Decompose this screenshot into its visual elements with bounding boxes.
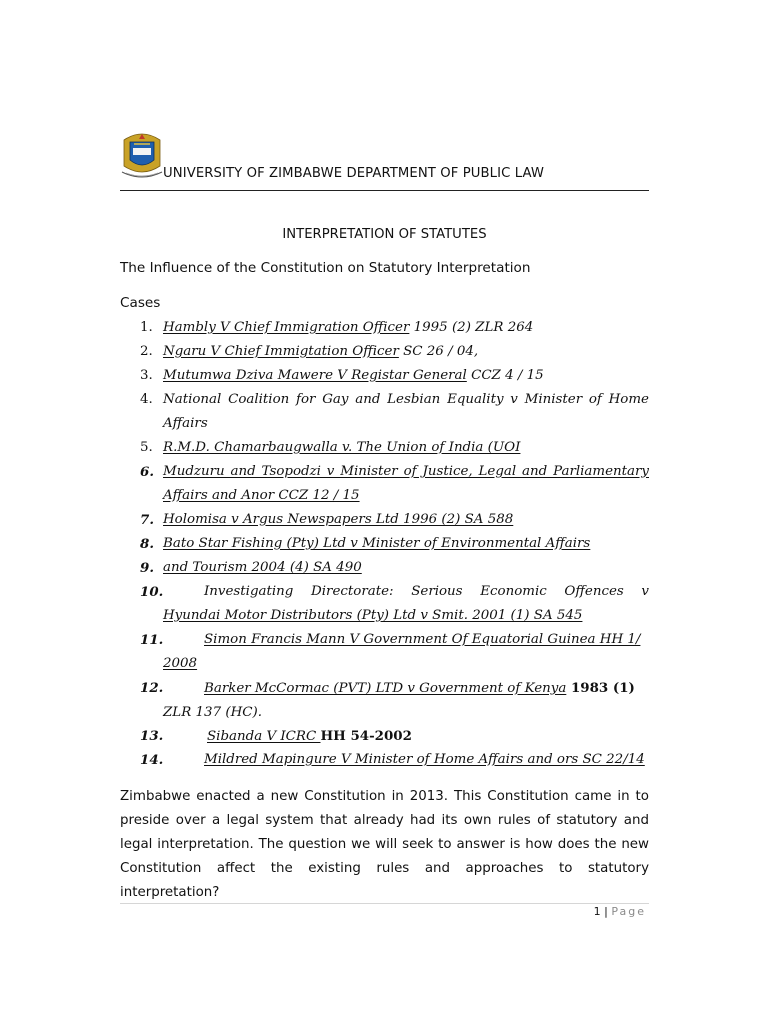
case-name: Mutumwa Dziva Mawere V Registar General bbox=[163, 368, 467, 383]
case-number: 4. bbox=[140, 392, 153, 407]
case-citation: 1983 (1) bbox=[566, 680, 635, 696]
case-name: Hambly V Chief Immigration Officer bbox=[163, 320, 410, 335]
document-title: INTERPRETATION OF STATUTES bbox=[282, 227, 487, 242]
page-footer bbox=[560, 905, 646, 918]
page-number: 1 bbox=[593, 905, 601, 918]
case-name-continued: 2008 bbox=[163, 656, 198, 671]
footer-divider bbox=[120, 903, 649, 904]
page-label: Page bbox=[611, 905, 646, 918]
case-name: Sibanda V ICRC bbox=[207, 729, 321, 744]
case-item bbox=[120, 628, 649, 676]
page-separator: | bbox=[604, 905, 608, 918]
case-item bbox=[120, 388, 649, 436]
case-name: Holomisa v Argus Newspapers Ltd 1996 (2) SA 588 bbox=[163, 512, 514, 527]
case-item bbox=[120, 460, 649, 508]
case-number: 6. bbox=[140, 464, 154, 480]
case-name: Bato Star Fishing (Pty) Ltd v Minister of Environmental Affairs bbox=[163, 536, 591, 551]
case-citation: SC 26 / 04, bbox=[398, 344, 479, 359]
university-crest-icon bbox=[120, 126, 164, 182]
case-name: Barker McCormac (PVT) LTD v Government of Kenya bbox=[204, 681, 567, 696]
case-name-continued: Hyundai Motor Distributors (Pty) Ltd v Smit. 2001 (1) SA 545 bbox=[163, 608, 583, 623]
case-number: 5. bbox=[140, 440, 153, 455]
case-number: 2. bbox=[140, 344, 153, 359]
case-item bbox=[120, 748, 649, 772]
case-number: 3. bbox=[140, 368, 153, 383]
case-number: 7. bbox=[140, 512, 154, 528]
case-item bbox=[120, 436, 649, 460]
case-number: 12. bbox=[140, 680, 164, 696]
case-citation: 1995 (2) ZLR 264 bbox=[409, 320, 534, 335]
case-number: 13. bbox=[140, 728, 164, 744]
case-name: Simon Francis Mann V Government Of Equatorial Guinea HH 1/ bbox=[204, 632, 641, 647]
case-number: 1. bbox=[140, 320, 153, 335]
case-number: 8. bbox=[140, 536, 154, 552]
case-item bbox=[120, 676, 649, 725]
case-number: 9. bbox=[140, 560, 154, 576]
case-name: Investigating Directorate: Serious Economic Offences v bbox=[204, 584, 649, 599]
case-name-continued: Affairs and Anor CCZ 12 / 15 bbox=[163, 488, 360, 503]
case-name-continued: Affairs bbox=[163, 416, 208, 431]
cases-heading: Cases bbox=[120, 295, 161, 311]
case-name: National Coalition for Gay and Lesbian Equality v Minister of Home bbox=[163, 392, 649, 407]
case-item bbox=[120, 364, 649, 388]
case-name: Ngaru V Chief Immigtation Officer bbox=[163, 344, 399, 359]
case-name: Mudzuru and Tsopodzi v Minister of Justice, Legal and Parliamentary bbox=[163, 464, 649, 479]
header-divider bbox=[120, 190, 649, 191]
case-number: 10. bbox=[140, 584, 164, 600]
case-citation: CCZ 4 / 15 bbox=[466, 368, 544, 383]
case-item bbox=[120, 508, 649, 532]
case-number: 11. bbox=[140, 632, 164, 648]
case-name: and Tourism 2004 (4) SA 490 bbox=[163, 560, 362, 575]
body-paragraph: Zimbabwe enacted a new Constitution in 2013. This Constitution came in to preside over a legal system that already had its own rules of statutory and legal interpretation. The question we will seek to answer is how does the new Constitution affect the existing rules and approaches to statutory interpretation? bbox=[120, 789, 649, 900]
case-item bbox=[120, 724, 649, 749]
case-item bbox=[120, 316, 649, 340]
case-item bbox=[120, 532, 649, 556]
case-citation-continued: ZLR 137 (HC). bbox=[163, 705, 262, 720]
document-subtitle: The Influence of the Constitution on Statutory Interpretation bbox=[120, 260, 531, 276]
case-item bbox=[120, 556, 649, 580]
case-citation: HH 54-2002 bbox=[320, 728, 412, 744]
case-item bbox=[120, 580, 649, 628]
case-name: R.M.D. Chamarbaugwalla v. The Union of India (UOI bbox=[163, 440, 521, 455]
institution-name: UNIVERSITY OF ZIMBABWE DEPARTMENT OF PUBLIC LAW bbox=[163, 166, 544, 181]
case-number: 14. bbox=[140, 752, 164, 768]
case-item bbox=[120, 340, 649, 364]
case-name: Mildred Mapingure V Minister of Home Affairs and ors SC 22/14 bbox=[204, 752, 645, 767]
